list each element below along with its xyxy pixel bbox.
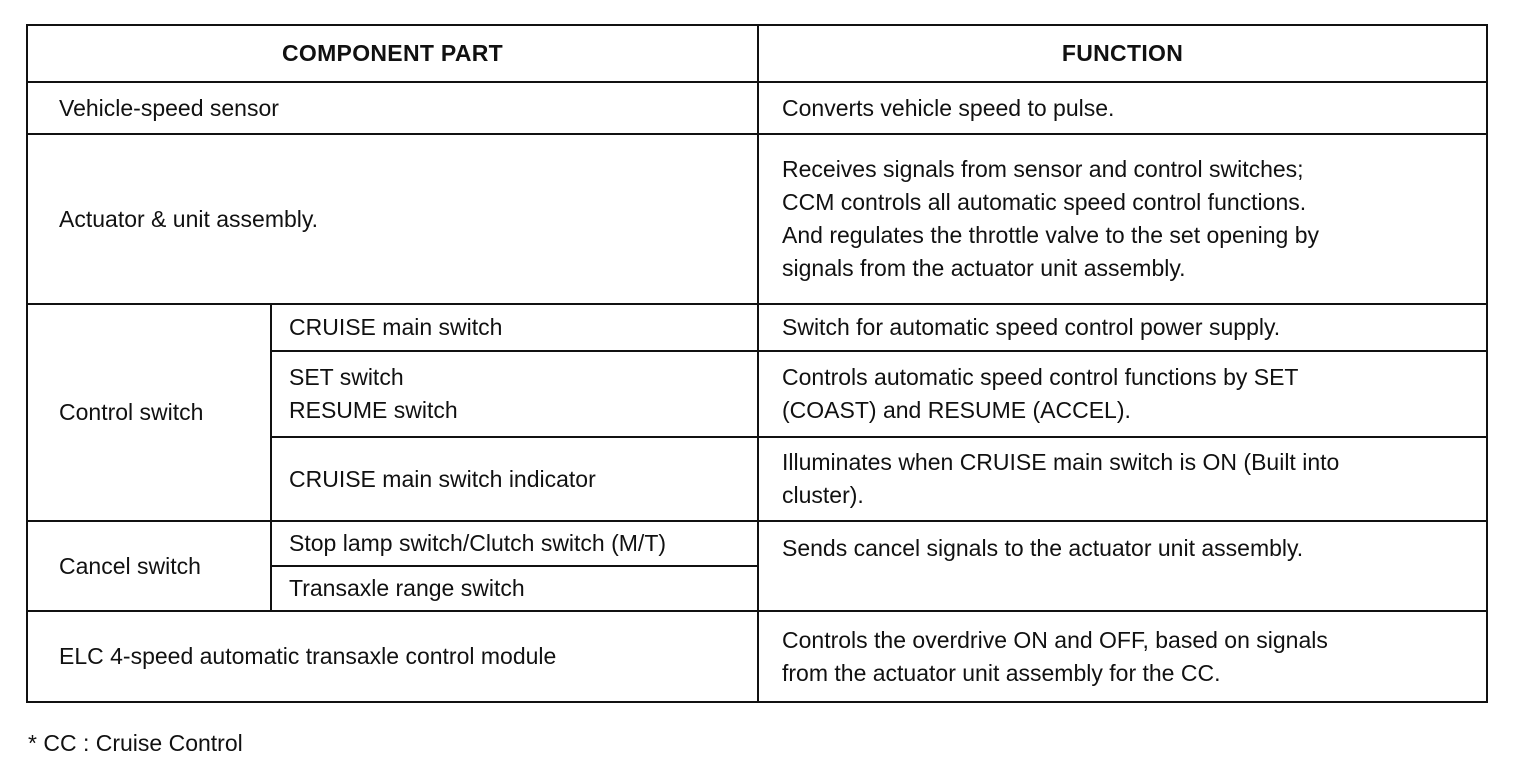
table-row xyxy=(27,304,1487,351)
cruise-main-switch-cell: CRUISE main switch xyxy=(271,304,758,351)
table-header-row xyxy=(27,25,1487,82)
component-function-table xyxy=(26,24,1488,703)
control-switch-group-label: Control switch xyxy=(27,304,271,521)
cruise-main-switch-function: Switch for automatic speed control power supply. xyxy=(758,304,1487,351)
table-row xyxy=(27,82,1487,134)
transaxle-range-switch-cell: Transaxle range switch xyxy=(271,566,758,611)
actuator-unit-cell: Actuator & unit assembly. xyxy=(27,134,758,304)
elc-module-cell: ELC 4-speed automatic transaxle control module xyxy=(27,611,758,702)
set-resume-switch-cell: SET switch RESUME switch xyxy=(271,351,758,437)
elc-module-function: Controls the overdrive ON and OFF, based on signals from the actuator unit assembly for the CC. xyxy=(758,611,1487,702)
set-resume-switch-function: Controls automatic speed control functions by SET (COAST) and RESUME (ACCEL). xyxy=(758,351,1487,437)
cruise-indicator-function: Illuminates when CRUISE main switch is ON (Built into cluster). xyxy=(758,437,1487,521)
function-header: FUNCTION xyxy=(758,25,1487,82)
table-row xyxy=(27,521,1487,566)
table-row xyxy=(27,611,1487,702)
table-row xyxy=(27,134,1487,304)
stop-lamp-switch-cell: Stop lamp switch/Clutch switch (M/T) xyxy=(271,521,758,566)
vehicle-speed-sensor-cell: Vehicle-speed sensor xyxy=(27,82,758,134)
component-part-header: COMPONENT PART xyxy=(27,25,758,82)
vehicle-speed-sensor-function: Converts vehicle speed to pulse. xyxy=(758,82,1487,134)
actuator-unit-function: Receives signals from sensor and control switches; CCM controls all automatic speed control functions. And regulates the throttle valve to the set opening by signals from the actuator unit assembly. xyxy=(758,134,1487,304)
cancel-switch-function: Sends cancel signals to the actuator unit assembly. xyxy=(758,521,1487,611)
footnote: * CC : Cruise Control xyxy=(28,730,243,756)
cancel-switch-group-label: Cancel switch xyxy=(27,521,271,611)
cruise-indicator-cell: CRUISE main switch indicator xyxy=(271,437,758,521)
